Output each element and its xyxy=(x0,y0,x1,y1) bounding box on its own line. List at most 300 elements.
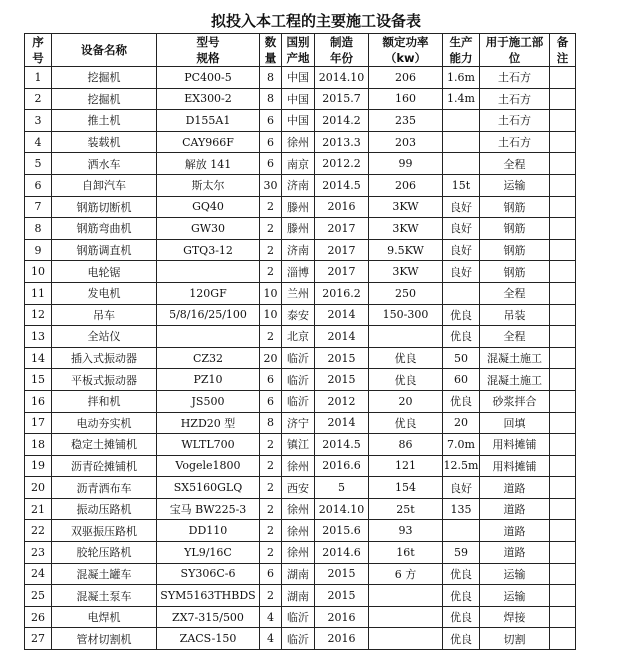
table-row xyxy=(25,412,576,434)
cell-remark xyxy=(550,434,576,456)
cell-year: 2014.5 xyxy=(315,434,369,456)
cell-qty: 2 xyxy=(260,498,282,520)
cell-model: YL9/16C xyxy=(157,542,260,564)
cell-use: 混凝土施工 xyxy=(480,347,550,369)
cell-power xyxy=(369,628,443,650)
cell-year: 2015 xyxy=(315,347,369,369)
cell-name: 插入式振动器 xyxy=(52,347,157,369)
cell-name: 全站仪 xyxy=(52,326,157,348)
cell-power: 6 方 xyxy=(369,563,443,585)
cell-power: 20 xyxy=(369,390,443,412)
header-use: 用于施工部 位 xyxy=(480,34,550,67)
cell-use: 钢筋 xyxy=(480,261,550,283)
cell-name: 钢筋切断机 xyxy=(52,196,157,218)
cell-year: 2014.2 xyxy=(315,110,369,132)
cell-qty: 6 xyxy=(260,563,282,585)
cell-capacity: 20 xyxy=(443,412,480,434)
table-row xyxy=(25,434,576,456)
cell-model: 宝马 BW225-3 xyxy=(157,498,260,520)
cell-remark xyxy=(550,542,576,564)
cell-remark xyxy=(550,520,576,542)
cell-qty: 10 xyxy=(260,282,282,304)
cell-capacity: 优良 xyxy=(443,585,480,607)
cell-use: 道路 xyxy=(480,542,550,564)
cell-remark xyxy=(550,347,576,369)
cell-no: 12 xyxy=(25,304,52,326)
cell-power: 3KW xyxy=(369,218,443,240)
cell-qty: 8 xyxy=(260,412,282,434)
cell-capacity xyxy=(443,131,480,153)
table-row xyxy=(25,369,576,391)
cell-power: 25t xyxy=(369,498,443,520)
cell-no: 22 xyxy=(25,520,52,542)
cell-capacity: 1.6m xyxy=(443,67,480,89)
cell-use: 运输 xyxy=(480,585,550,607)
cell-origin: 济南 xyxy=(282,174,315,196)
cell-name: 胶轮压路机 xyxy=(52,542,157,564)
cell-qty: 2 xyxy=(260,477,282,499)
table-row xyxy=(25,606,576,628)
header-remark: 备 注 xyxy=(550,34,576,67)
table-header xyxy=(25,34,576,67)
cell-use: 全程 xyxy=(480,153,550,175)
cell-use: 土石方 xyxy=(480,88,550,110)
cell-use: 土石方 xyxy=(480,110,550,132)
cell-remark xyxy=(550,153,576,175)
cell-capacity: 15t xyxy=(443,174,480,196)
cell-year: 2016 xyxy=(315,606,369,628)
cell-capacity: 优良 xyxy=(443,628,480,650)
cell-remark xyxy=(550,498,576,520)
cell-model: HZD20 型 xyxy=(157,412,260,434)
cell-origin: 中国 xyxy=(282,110,315,132)
cell-capacity: 良好 xyxy=(443,239,480,261)
cell-name: 吊车 xyxy=(52,304,157,326)
cell-origin: 北京 xyxy=(282,326,315,348)
cell-remark xyxy=(550,369,576,391)
cell-capacity: 良好 xyxy=(443,196,480,218)
table-row xyxy=(25,628,576,650)
cell-name: 推土机 xyxy=(52,110,157,132)
cell-power xyxy=(369,585,443,607)
cell-power: 3KW xyxy=(369,261,443,283)
cell-year: 2015 xyxy=(315,563,369,585)
cell-power: 86 xyxy=(369,434,443,456)
header-power: 额定功率 （kw） xyxy=(369,34,443,67)
cell-remark xyxy=(550,477,576,499)
cell-no: 24 xyxy=(25,563,52,585)
cell-model: 120GF xyxy=(157,282,260,304)
cell-remark xyxy=(550,67,576,89)
cell-model: D155A1 xyxy=(157,110,260,132)
cell-capacity: 优良 xyxy=(443,606,480,628)
table-row xyxy=(25,455,576,477)
cell-power: 160 xyxy=(369,88,443,110)
cell-use: 钢筋 xyxy=(480,218,550,240)
cell-no: 21 xyxy=(25,498,52,520)
cell-power xyxy=(369,326,443,348)
cell-origin: 淄博 xyxy=(282,261,315,283)
cell-remark xyxy=(550,412,576,434)
cell-no: 27 xyxy=(25,628,52,650)
cell-no: 8 xyxy=(25,218,52,240)
cell-model: JS500 xyxy=(157,390,260,412)
cell-power: 206 xyxy=(369,67,443,89)
cell-model: GW30 xyxy=(157,218,260,240)
cell-year: 2014 xyxy=(315,412,369,434)
cell-remark xyxy=(550,174,576,196)
cell-capacity: 135 xyxy=(443,498,480,520)
table-row xyxy=(25,67,576,89)
cell-no: 19 xyxy=(25,455,52,477)
cell-name: 拌和机 xyxy=(52,390,157,412)
cell-name: 挖掘机 xyxy=(52,88,157,110)
cell-model: ZX7-315/500 xyxy=(157,606,260,628)
cell-model: Vogele1800 xyxy=(157,455,260,477)
cell-year: 2015 xyxy=(315,585,369,607)
cell-name: 混凝土罐车 xyxy=(52,563,157,585)
cell-name: 沥青洒布车 xyxy=(52,477,157,499)
cell-year: 2012 xyxy=(315,390,369,412)
header-model: 型号 规格 xyxy=(157,34,260,67)
cell-no: 3 xyxy=(25,110,52,132)
cell-year: 2017 xyxy=(315,239,369,261)
cell-remark xyxy=(550,218,576,240)
cell-name: 管材切割机 xyxy=(52,628,157,650)
cell-qty: 6 xyxy=(260,153,282,175)
cell-power: 16t xyxy=(369,542,443,564)
cell-model: 斯太尔 xyxy=(157,174,260,196)
cell-origin: 临沂 xyxy=(282,347,315,369)
cell-capacity: 良好 xyxy=(443,261,480,283)
cell-year: 2017 xyxy=(315,261,369,283)
cell-qty: 2 xyxy=(260,218,282,240)
cell-name: 发电机 xyxy=(52,282,157,304)
cell-origin: 临沂 xyxy=(282,390,315,412)
page-title: 拟投入本工程的主要施工设备表 xyxy=(210,12,421,30)
cell-name: 洒水车 xyxy=(52,153,157,175)
cell-model: CAY966F xyxy=(157,131,260,153)
cell-use: 全程 xyxy=(480,282,550,304)
cell-origin: 中国 xyxy=(282,88,315,110)
cell-qty: 2 xyxy=(260,434,282,456)
cell-year: 2014.6 xyxy=(315,542,369,564)
cell-origin: 济宁 xyxy=(282,412,315,434)
table-row xyxy=(25,110,576,132)
cell-qty: 2 xyxy=(260,239,282,261)
cell-qty: 6 xyxy=(260,390,282,412)
cell-power xyxy=(369,606,443,628)
cell-capacity: 良好 xyxy=(443,477,480,499)
cell-qty: 20 xyxy=(260,347,282,369)
cell-use: 道路 xyxy=(480,520,550,542)
cell-model: SYM5163THBDS xyxy=(157,585,260,607)
cell-capacity: 59 xyxy=(443,542,480,564)
cell-use: 吊装 xyxy=(480,304,550,326)
cell-qty: 2 xyxy=(260,455,282,477)
cell-power: 9.5KW xyxy=(369,239,443,261)
cell-name: 稳定土摊铺机 xyxy=(52,434,157,456)
cell-qty: 2 xyxy=(260,542,282,564)
cell-name: 装载机 xyxy=(52,131,157,153)
cell-year: 2015.6 xyxy=(315,520,369,542)
header-origin: 国别 产地 xyxy=(282,34,315,67)
table-row xyxy=(25,542,576,564)
cell-capacity: 50 xyxy=(443,347,480,369)
cell-year: 2013.3 xyxy=(315,131,369,153)
cell-origin: 镇江 xyxy=(282,434,315,456)
table-row xyxy=(25,282,576,304)
cell-remark xyxy=(550,110,576,132)
cell-name: 平板式振动器 xyxy=(52,369,157,391)
cell-model: SX5160GLQ xyxy=(157,477,260,499)
cell-year: 2015.7 xyxy=(315,88,369,110)
cell-remark xyxy=(550,304,576,326)
cell-remark xyxy=(550,239,576,261)
cell-capacity xyxy=(443,520,480,542)
cell-use: 钢筋 xyxy=(480,196,550,218)
header-qty: 数 量 xyxy=(260,34,282,67)
cell-capacity: 60 xyxy=(443,369,480,391)
cell-model: GTQ3-12 xyxy=(157,239,260,261)
cell-no: 20 xyxy=(25,477,52,499)
cell-no: 26 xyxy=(25,606,52,628)
cell-qty: 8 xyxy=(260,67,282,89)
cell-qty: 6 xyxy=(260,110,282,132)
cell-name: 振动压路机 xyxy=(52,498,157,520)
table-body xyxy=(25,67,576,650)
cell-capacity: 12.5m xyxy=(443,455,480,477)
cell-origin: 南京 xyxy=(282,153,315,175)
cell-qty: 2 xyxy=(260,326,282,348)
cell-remark xyxy=(550,88,576,110)
header-year: 制造 年份 xyxy=(315,34,369,67)
cell-model: 5/8/16/25/100 xyxy=(157,304,260,326)
cell-capacity: 1.4m xyxy=(443,88,480,110)
table-row xyxy=(25,131,576,153)
cell-qty: 2 xyxy=(260,261,282,283)
cell-qty: 6 xyxy=(260,131,282,153)
cell-year: 2014.10 xyxy=(315,67,369,89)
cell-model: GQ40 xyxy=(157,196,260,218)
cell-no: 14 xyxy=(25,347,52,369)
cell-year: 2012.2 xyxy=(315,153,369,175)
cell-power: 206 xyxy=(369,174,443,196)
cell-no: 15 xyxy=(25,369,52,391)
cell-power: 3KW xyxy=(369,196,443,218)
table-row xyxy=(25,261,576,283)
cell-no: 17 xyxy=(25,412,52,434)
cell-power: 优良 xyxy=(369,412,443,434)
table-row xyxy=(25,304,576,326)
cell-model: WLTL700 xyxy=(157,434,260,456)
cell-origin: 泰安 xyxy=(282,304,315,326)
cell-origin: 徐州 xyxy=(282,498,315,520)
table-row xyxy=(25,477,576,499)
cell-power: 121 xyxy=(369,455,443,477)
cell-name: 电焊机 xyxy=(52,606,157,628)
cell-use: 焊接 xyxy=(480,606,550,628)
table-row xyxy=(25,239,576,261)
cell-model: DD110 xyxy=(157,520,260,542)
cell-capacity: 7.0m xyxy=(443,434,480,456)
cell-model: SY306C-6 xyxy=(157,563,260,585)
cell-power: 99 xyxy=(369,153,443,175)
cell-no: 10 xyxy=(25,261,52,283)
cell-model xyxy=(157,326,260,348)
cell-origin: 湖南 xyxy=(282,585,315,607)
cell-origin: 徐州 xyxy=(282,131,315,153)
cell-use: 运输 xyxy=(480,563,550,585)
table-row xyxy=(25,88,576,110)
cell-no: 18 xyxy=(25,434,52,456)
cell-qty: 30 xyxy=(260,174,282,196)
cell-use: 混凝土施工 xyxy=(480,369,550,391)
cell-capacity: 优良 xyxy=(443,390,480,412)
cell-origin: 临沂 xyxy=(282,369,315,391)
cell-origin: 滕州 xyxy=(282,218,315,240)
cell-use: 用料摊铺 xyxy=(480,455,550,477)
table-row xyxy=(25,347,576,369)
cell-origin: 徐州 xyxy=(282,520,315,542)
cell-use: 钢筋 xyxy=(480,239,550,261)
cell-use: 土石方 xyxy=(480,67,550,89)
table-row xyxy=(25,390,576,412)
cell-origin: 徐州 xyxy=(282,542,315,564)
cell-model: PC400-5 xyxy=(157,67,260,89)
cell-year: 2016.2 xyxy=(315,282,369,304)
cell-qty: 2 xyxy=(260,196,282,218)
cell-capacity: 优良 xyxy=(443,304,480,326)
cell-qty: 2 xyxy=(260,585,282,607)
table-row xyxy=(25,196,576,218)
table-row xyxy=(25,520,576,542)
cell-remark xyxy=(550,606,576,628)
cell-year: 2014 xyxy=(315,304,369,326)
cell-origin: 兰州 xyxy=(282,282,315,304)
cell-year: 2014.5 xyxy=(315,174,369,196)
cell-no: 11 xyxy=(25,282,52,304)
cell-name: 钢筋弯曲机 xyxy=(52,218,157,240)
cell-origin: 济南 xyxy=(282,239,315,261)
cell-remark xyxy=(550,455,576,477)
cell-use: 土石方 xyxy=(480,131,550,153)
table-row xyxy=(25,218,576,240)
cell-name: 自卸汽车 xyxy=(52,174,157,196)
cell-year: 2016 xyxy=(315,196,369,218)
cell-model: CZ32 xyxy=(157,347,260,369)
cell-remark xyxy=(550,326,576,348)
cell-name: 双驱振压路机 xyxy=(52,520,157,542)
cell-origin: 湖南 xyxy=(282,563,315,585)
cell-year: 2014.10 xyxy=(315,498,369,520)
cell-no: 23 xyxy=(25,542,52,564)
header-capacity: 生产 能力 xyxy=(443,34,480,67)
cell-power: 150-300 xyxy=(369,304,443,326)
table-row xyxy=(25,174,576,196)
cell-capacity xyxy=(443,110,480,132)
cell-remark xyxy=(550,628,576,650)
cell-power: 250 xyxy=(369,282,443,304)
cell-qty: 2 xyxy=(260,520,282,542)
cell-name: 挖掘机 xyxy=(52,67,157,89)
cell-remark xyxy=(550,196,576,218)
cell-qty: 4 xyxy=(260,606,282,628)
cell-qty: 10 xyxy=(260,304,282,326)
cell-use: 道路 xyxy=(480,477,550,499)
cell-model: 解放 141 xyxy=(157,153,260,175)
cell-origin: 临沂 xyxy=(282,628,315,650)
cell-name: 电动夯实机 xyxy=(52,412,157,434)
header-row xyxy=(25,34,576,67)
cell-no: 1 xyxy=(25,67,52,89)
table-row xyxy=(25,563,576,585)
cell-remark xyxy=(550,390,576,412)
cell-year: 2014 xyxy=(315,326,369,348)
cell-model: PZ10 xyxy=(157,369,260,391)
cell-remark xyxy=(550,261,576,283)
cell-power: 93 xyxy=(369,520,443,542)
cell-power: 优良 xyxy=(369,369,443,391)
cell-use: 回填 xyxy=(480,412,550,434)
cell-use: 用料摊铺 xyxy=(480,434,550,456)
cell-origin: 西安 xyxy=(282,477,315,499)
cell-no: 2 xyxy=(25,88,52,110)
cell-power: 154 xyxy=(369,477,443,499)
cell-remark xyxy=(550,563,576,585)
header-no: 序 号 xyxy=(25,34,52,67)
cell-no: 25 xyxy=(25,585,52,607)
table-row xyxy=(25,153,576,175)
cell-capacity xyxy=(443,153,480,175)
cell-no: 5 xyxy=(25,153,52,175)
cell-no: 13 xyxy=(25,326,52,348)
table-row xyxy=(25,585,576,607)
cell-remark xyxy=(550,282,576,304)
cell-year: 2016.6 xyxy=(315,455,369,477)
cell-name: 电轮锯 xyxy=(52,261,157,283)
cell-power: 235 xyxy=(369,110,443,132)
cell-year: 2016 xyxy=(315,628,369,650)
cell-year: 5 xyxy=(315,477,369,499)
cell-use: 全程 xyxy=(480,326,550,348)
cell-capacity: 优良 xyxy=(443,563,480,585)
cell-remark xyxy=(550,131,576,153)
cell-no: 4 xyxy=(25,131,52,153)
cell-capacity xyxy=(443,282,480,304)
cell-no: 9 xyxy=(25,239,52,261)
cell-no: 16 xyxy=(25,390,52,412)
cell-power: 优良 xyxy=(369,347,443,369)
cell-origin: 徐州 xyxy=(282,455,315,477)
cell-use: 运输 xyxy=(480,174,550,196)
cell-no: 6 xyxy=(25,174,52,196)
cell-remark xyxy=(550,585,576,607)
cell-model: EX300-2 xyxy=(157,88,260,110)
cell-name: 沥青砼摊铺机 xyxy=(52,455,157,477)
cell-use: 道路 xyxy=(480,498,550,520)
cell-origin: 临沂 xyxy=(282,606,315,628)
cell-capacity: 优良 xyxy=(443,326,480,348)
cell-qty: 6 xyxy=(260,369,282,391)
cell-year: 2015 xyxy=(315,369,369,391)
cell-name: 钢筋调直机 xyxy=(52,239,157,261)
cell-power: 203 xyxy=(369,131,443,153)
cell-model: ZACS-150 xyxy=(157,628,260,650)
cell-capacity: 良好 xyxy=(443,218,480,240)
header-name: 设备名称 xyxy=(52,34,157,67)
cell-origin: 中国 xyxy=(282,67,315,89)
